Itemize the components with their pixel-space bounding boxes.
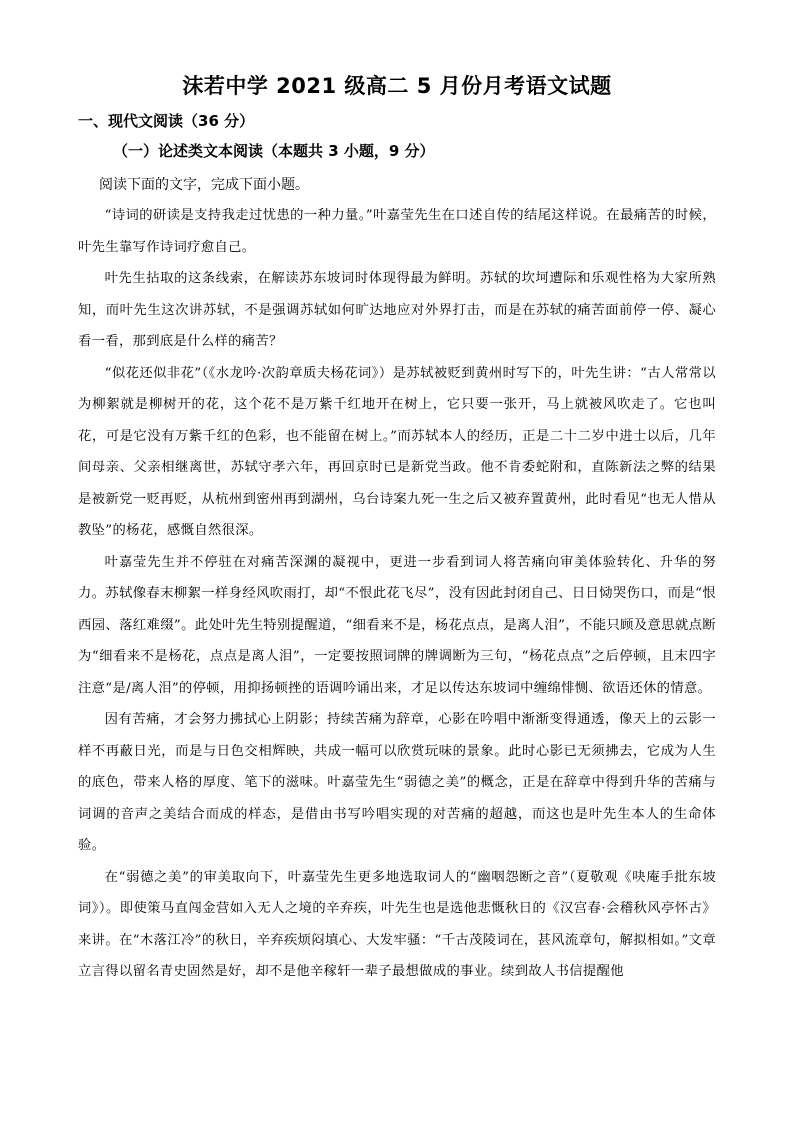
passage-paragraph: “诗词的研读是支持我走过忧患的一种力量。”叶嘉莹先生在口述自传的结尾这样说。在最痛苦的时候，叶先生靠写作诗词疗愈自己。 <box>78 208 716 255</box>
passage-paragraph: 在“弱德之美”的审美取向下，叶嘉莹先生更多地选取词人的“幽咽怨断之音”（夏敬观《吷庵手批东坡词》）。即使策马直闯金营如入无人之境的辛弃疾，叶先生也是选他悲慨秋日的《汉宫春·会稽秋风亭怀古》来讲。在“木落江冷”的秋日，辛弃疾烦闷填心、大发牢骚：“千古茂陵词在，甚风流章句，解拟相如。”文章立言得以留名青史固然是好，却不是他辛稼轩一辈子最想做成的事业。续到故人书信提醒他 <box>78 869 716 979</box>
passage-paragraph: 叶先生拈取的这条线索，在解读苏东坡词时体现得最为鲜明。苏轼的坎坷遭际和乐观性格为大家所熟知，而叶先生这次讲苏轼，不是强调苏轼如何旷达地应对外界打击，而是在苏轼的痛苦面前停一停、凝心看一看，那到底是什么样的痛苦？ <box>78 271 716 349</box>
section-heading: 一、现代文阅读（36 分） <box>78 112 255 130</box>
subsection-heading: （一）论述类文本阅读（本题共 3 小题，9 分） <box>113 142 435 160</box>
reading-instruction: 阅读下面的文字，完成下面小题。 <box>99 177 309 193</box>
passage-paragraph: 叶嘉莹先生并不停驻在对痛苦深渊的凝视中，更进一步看到词人将苦痛向审美体验转化、升华的努力。苏轼像春末柳絮一样身经风吹雨打，却“不恨此花飞尽”，没有因此封闭自己、日日恸哭伤口，而是“恨西园、落红难缀”。此处叶先生特别提醒道，“细看来不是，杨花点点，是离人泪”，不能只顾及意思就点断为“细看来不是杨花，点点是离人泪”，一定要按照词牌的牌调断为三句，“杨花点点”之后停顿，且末四字注意“是/离人泪”的停顿，用抑扬顿挫的语调吟诵出来，才足以传达东坡词中缠绵悱恻、欲语还休的情意。 <box>78 554 716 696</box>
passage-body <box>78 200 716 988</box>
exam-title: 沫若中学 2021 级高二 5 月份月考语文试题 <box>182 74 612 98</box>
passage-paragraph: 因有苦痛，才会努力拂拭心上阴影；持续苦痛为辞章，心影在吟唱中渐渐变得通透，像天上的云影一样不再蔽日光，而是与日色交相辉映，共成一幅可以欣赏玩味的景象。此时心影已无须拂去，它成为人生的底色，带来人格的厚度、笔下的滋味。叶嘉莹先生“弱德之美”的概念，正是在辞章中得到升华的苦痛与词调的音声之美结合而成的样态，是借由书写吟唱实现的对苦痛的超越，而这也是叶先生本人的生命体验。 <box>78 712 716 853</box>
passage-paragraph: “似花还似非花”（《水龙吟·次韵章质夫杨花词》）是苏轼被贬到黄州时写下的，叶先生讲：“古人常常以为柳絮就是柳树开的花，这个花不是万紫千红地开在树上，它只要一张开，马上就被风吹走了。它也叫花，可是它没有万紫千红的色彩，也不能留在树上。”而苏轼本人的经历，正是二十二岁中进士以后，几年间母亲、父亲相继离世，苏轼守孝六年，再回京时已是新党当政。他不肯委蛇附和，直陈新法之弊的结果是被新党一贬再贬，从杭州到密州再到湖州，乌台诗案九死一生之后又被弃置黄州，此时看见“也无人惜从教坠”的杨花，感慨自然很深。 <box>78 365 716 538</box>
